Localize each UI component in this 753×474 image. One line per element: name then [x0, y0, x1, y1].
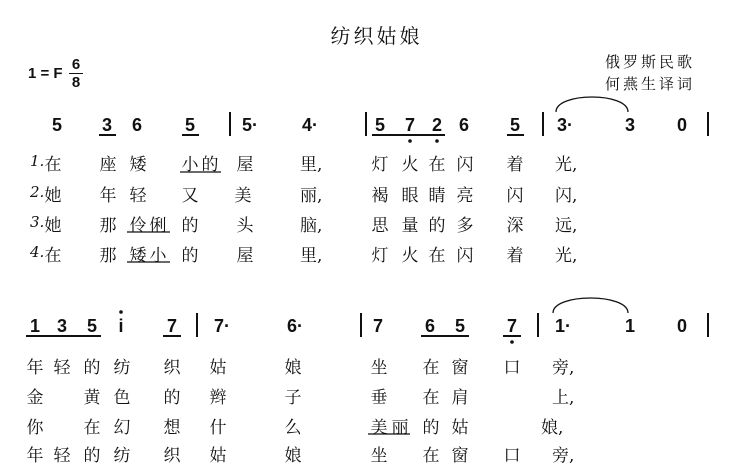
lyric: 在 [83, 418, 101, 438]
note: 5 [184, 115, 195, 135]
lyric: 色 [113, 388, 131, 408]
lyric: 口 [503, 446, 521, 466]
lyric: 窗 [451, 446, 469, 466]
lyric: 里, [300, 246, 323, 266]
note: 0 [676, 316, 687, 336]
lyric: 年 [99, 186, 117, 206]
lyric: 伶 [129, 216, 147, 236]
lyric: 么 [284, 418, 302, 438]
system-2-octave-dots [119, 310, 514, 344]
song-title: 纺织姑娘 [330, 24, 423, 48]
lyric: 纺 [113, 446, 131, 466]
translator-label: 何燕生译词 [605, 75, 696, 93]
lyric: 在 [422, 446, 440, 466]
note: 5 [86, 316, 97, 336]
lyric: 在 [422, 358, 440, 378]
note: 7 [166, 316, 177, 336]
note: 2 [431, 115, 442, 135]
note: 1 [29, 316, 40, 336]
lyric: 矮 [129, 246, 147, 266]
origin-label: 俄罗斯民歌 [605, 53, 696, 71]
lyric: 远, [555, 216, 578, 236]
lyric: 的 [422, 418, 440, 438]
lyric: 想 [163, 418, 181, 438]
lyric: 丽, [300, 186, 323, 206]
lyric: 的 [83, 358, 101, 378]
lyric: 旁, [552, 446, 575, 466]
note: 3· [556, 115, 573, 135]
lyric: 闪 [456, 246, 474, 266]
lyric: 在 [44, 155, 62, 175]
lyric: 的 [428, 216, 446, 236]
low-octave-dot [435, 139, 439, 143]
lyric: 在 [428, 246, 446, 266]
lyric: 着 [506, 246, 524, 266]
lyric: 屋 [236, 246, 254, 266]
lyric: 光, [555, 246, 578, 266]
note: 6 [424, 316, 435, 336]
note: 7 [506, 316, 517, 336]
lyric: 俐 [149, 216, 167, 236]
lyric: 褐 [371, 186, 389, 206]
verse-number: 4. [30, 243, 45, 261]
system-1-barlines [230, 112, 708, 136]
lyric: 轻 [53, 358, 71, 378]
lyric: 矮 [129, 155, 147, 175]
lyric: 织 [163, 446, 181, 466]
tie-slur [556, 97, 628, 112]
lyric: 黄 [83, 388, 101, 408]
lyric: 幻 [113, 418, 131, 438]
lyric: 着 [506, 155, 524, 175]
lyric: 金 [26, 388, 44, 408]
lyric: 火 [401, 155, 419, 175]
lyric: 光, [555, 155, 578, 175]
lyric: 织 [163, 358, 181, 378]
low-octave-dot [510, 340, 514, 344]
lyric: 的 [181, 216, 199, 236]
lyric: 深 [506, 216, 524, 236]
note: 4· [301, 115, 318, 135]
note: 3 [101, 115, 112, 135]
lyric: 在 [422, 388, 440, 408]
lyric: 口 [503, 358, 521, 378]
note: 7· [213, 316, 230, 336]
note: 5 [454, 316, 465, 336]
lyric: 屋 [236, 155, 254, 175]
lyric: 丽 [391, 418, 409, 438]
lyric: 火 [401, 246, 419, 266]
system-2-barlines [197, 313, 708, 337]
note: 6 [131, 115, 142, 135]
verse-number: 2. [30, 183, 45, 201]
note: 1 [624, 316, 635, 336]
lyric: 座 [99, 155, 117, 175]
note: 6· [286, 316, 303, 336]
lyric: 睛 [428, 186, 446, 206]
lyric: 她 [44, 216, 62, 236]
lyric: 纺 [113, 358, 131, 378]
lyric: 小 [149, 246, 167, 266]
lyric: 美 [234, 186, 252, 206]
lyric: 肩 [451, 388, 469, 408]
verse-number: 1. [30, 152, 45, 170]
lyric: 脑, [300, 216, 323, 236]
low-octave-dot [408, 139, 412, 143]
lyric: 亮 [456, 186, 474, 206]
lyric: 量 [401, 216, 419, 236]
lyric: 闪 [456, 155, 474, 175]
high-octave-dot [119, 310, 123, 314]
meter-top: 6 [71, 56, 81, 73]
lyric: 小 [181, 155, 199, 175]
lyric: 那 [99, 216, 117, 236]
note: 5· [241, 115, 258, 135]
lyric: 灯 [371, 246, 389, 266]
note: 3 [624, 115, 635, 135]
lyric: 头 [236, 216, 254, 236]
lyric: 的 [83, 446, 101, 466]
lyric: 轻 [129, 186, 147, 206]
lyric: 辫 [209, 388, 227, 408]
lyric: 坐 [370, 358, 388, 378]
lyric: 灯 [371, 155, 389, 175]
lyric: 的 [163, 388, 181, 408]
lyric: 轻 [53, 446, 71, 466]
note: 1· [554, 316, 571, 336]
lyric: 年 [26, 446, 44, 466]
note: 5 [374, 115, 385, 135]
note: 7 [372, 316, 383, 336]
system-1-lyric-melisma-lines [127, 172, 221, 262]
lyric: 多 [456, 216, 474, 236]
lyric: 子 [284, 388, 302, 408]
note: 5 [51, 115, 62, 135]
lyric: 上, [552, 388, 575, 408]
lyric: 姑 [209, 446, 227, 466]
lyric: 眼 [401, 186, 419, 206]
lyric: 窗 [451, 358, 469, 378]
system-1-octave-dots [408, 139, 439, 143]
lyric: 在 [44, 246, 62, 266]
lyric: 在 [428, 155, 446, 175]
note: 7 [404, 115, 415, 135]
note: 3 [56, 316, 67, 336]
key-signature: 1 = F [28, 65, 63, 82]
lyric: 垂 [370, 388, 388, 408]
lyric: 里, [300, 155, 323, 175]
lyric: 又 [181, 186, 199, 206]
lyric: 什 [209, 418, 227, 438]
verse-number: 3. [30, 213, 45, 231]
tie-slur [553, 298, 628, 313]
lyric: 美 [370, 418, 388, 438]
lyric: 姑 [451, 418, 469, 438]
lyric: 姑 [209, 358, 227, 378]
note: 0 [676, 115, 687, 135]
note: i [118, 316, 124, 336]
lyric: 闪, [555, 186, 578, 206]
lyric: 娘, [541, 418, 564, 438]
lyric: 的 [181, 246, 199, 266]
lyric: 思 [371, 216, 389, 236]
lyric: 旁, [552, 358, 575, 378]
lyric: 那 [99, 246, 117, 266]
lyric: 娘 [284, 358, 302, 378]
meter-bottom: 8 [71, 74, 81, 91]
note: 5 [509, 115, 520, 135]
lyric: 娘 [284, 446, 302, 466]
lyric: 坐 [370, 446, 388, 466]
lyric: 她 [44, 186, 62, 206]
lyric: 你 [26, 418, 44, 438]
note: 6 [458, 115, 469, 135]
lyric: 年 [26, 358, 44, 378]
lyric: 的 [201, 155, 219, 175]
lyric: 闪 [506, 186, 524, 206]
